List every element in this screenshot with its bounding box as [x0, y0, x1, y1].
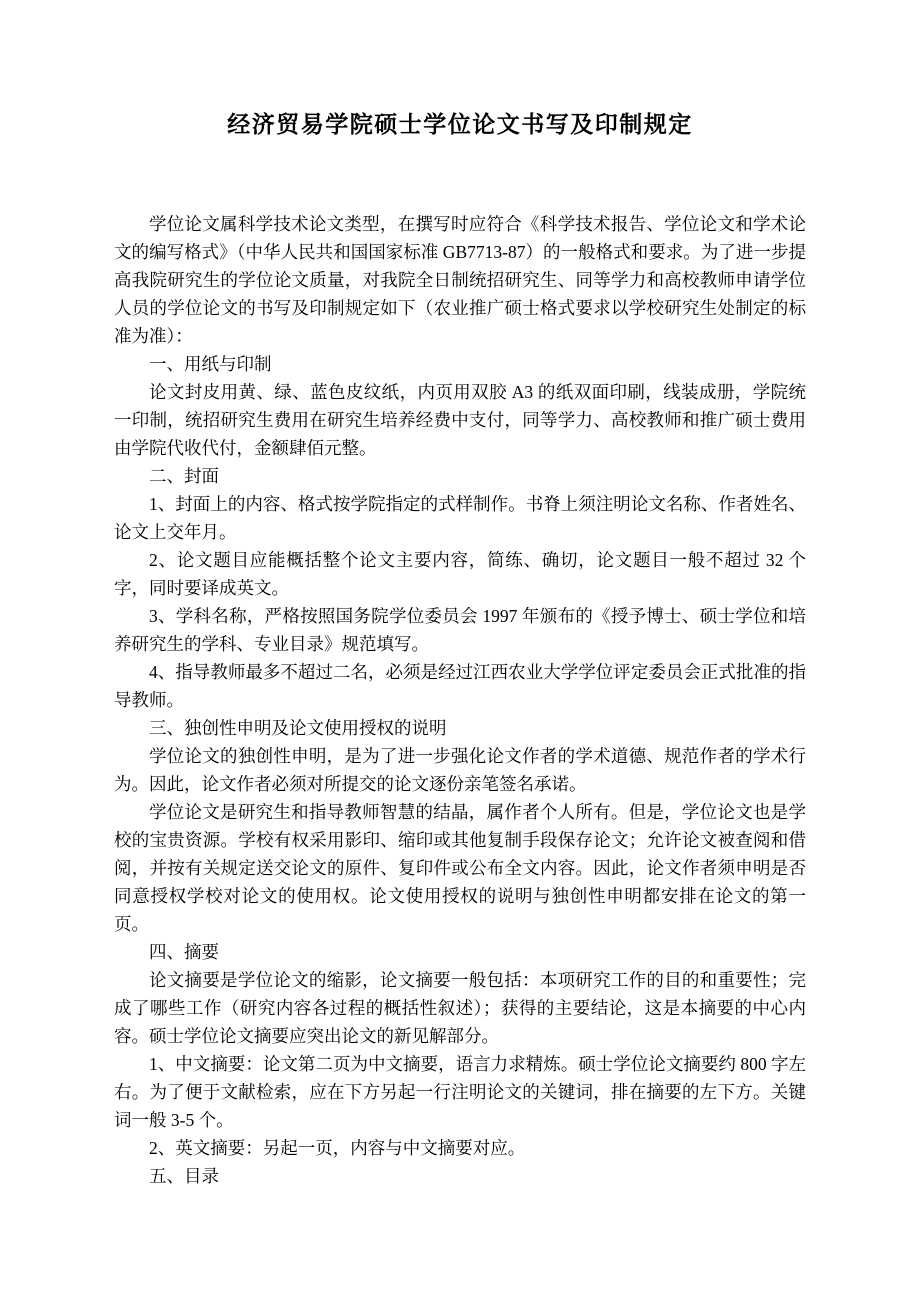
heading-section-3-declaration: 三、独创性申明及论文使用授权的说明 — [149, 718, 447, 738]
paragraph-cover-item-4: 4、指导教师最多不超过二名，必须是经过江西农业大学学位评定委员会正式批准的指导教师。 — [114, 662, 806, 710]
paragraph-cover-item-1: 1、封面上的内容、格式按学院指定的式样制作。书脊上须注明论文名称、作者姓名、论文上交年月。 — [114, 494, 806, 542]
paragraph-abstract-chinese: 1、中文摘要：论文第二页为中文摘要，语言力求精炼。硕士学位论文摘要约 800 字左右。为了便于文献检索，应在下方另起一行注明论文的关键词，排在摘要的左下方。关键词一般 3-5 个。 — [114, 1054, 806, 1130]
paragraph-abstract-intro: 论文摘要是学位论文的缩影，论文摘要一般包括：本项研究工作的目的和重要性；完成了哪些工作（研究内容各过程的概括性叙述）；获得的主要结论，这是本摘要的中心内容。硕士学位论文摘要应突出论文的新见解部分。 — [114, 970, 806, 1046]
heading-section-2-cover: 二、封面 — [149, 466, 219, 486]
heading-section-1-paper-printing: 一、用纸与印制 — [149, 354, 272, 374]
paragraph-abstract-english: 2、英文摘要：另起一页，内容与中文摘要对应。 — [149, 1138, 526, 1158]
paragraph-paper-printing: 论文封皮用黄、绿、蓝色皮纹纸，内页用双胶 A3 的纸双面印刷，线装成册，学院统一印制，统招研究生费用在研究生培养经费中支付，同等学力、高校教师和推广硕士费用由学院代收代付，金额肆佰元整。 — [114, 382, 806, 458]
heading-section-4-abstract: 四、摘要 — [149, 942, 219, 962]
heading-section-5-toc: 五、目录 — [149, 1166, 219, 1186]
paragraph-intro: 学位论文属科学技术论文类型，在撰写时应符合《科学技术报告、学位论文和学术论文的编写格式》（中华人民共和国国家标准 GB7713-87）的一般格式和要求。为了进一步提高我院研究生的学位论文质量，对我院全日制统招研究生、同等学力和高校教师申请学位人员的学位论文的书写及印制规定如下（农业推广硕士格式要求以学校研究生处制定的标准为准）： — [114, 214, 806, 346]
paragraph-cover-item-3: 3、学科名称，严格按照国务院学位委员会 1997 年颁布的《授予博士、硕士学位和培养研究生的学科、专业目录》规范填写。 — [114, 606, 806, 654]
document-title: 经济贸易学院硕士学位论文书写及印制规定 — [227, 112, 693, 137]
paragraph-declaration-2: 学位论文是研究生和指导教师智慧的结晶，属作者个人所有。但是，学位论文也是学校的宝贵资源。学校有权采用影印、缩印或其他复制手段保存论文；允许论文被查阅和借阅，并按有关规定送交论文的原件、复印件或公布全文内容。因此，论文作者须申明是否同意授权学校对论文的使用权。论文使用授权的说明与独创性申明都安排在论文的第一页。 — [114, 802, 806, 934]
paragraph-declaration-1: 学位论文的独创性申明，是为了进一步强化论文作者的学术道德、规范作者的学术行为。因此，论文作者必须对所提交的论文逐份亲笔签名承诺。 — [114, 746, 806, 794]
paragraph-cover-item-2: 2、论文题目应能概括整个论文主要内容，简练、确切，论文题目一般不超过 32 个字，同时要译成英文。 — [114, 550, 806, 598]
